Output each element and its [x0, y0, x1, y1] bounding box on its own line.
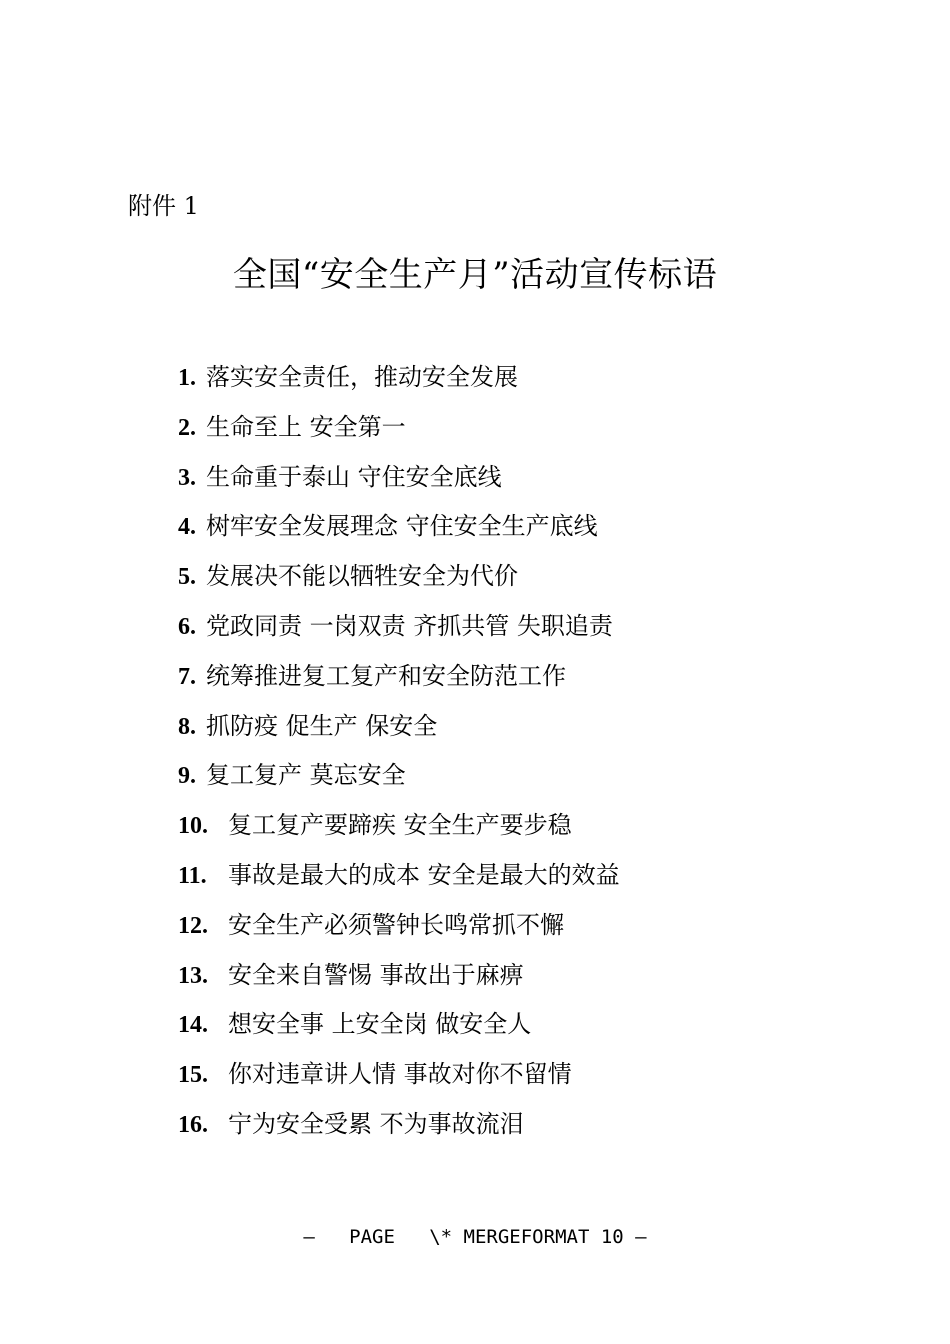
slogan-number: 7.: [178, 663, 196, 690]
slogan-item: [178, 756, 620, 806]
slogan-item: [178, 607, 620, 657]
slogan-number: 5.: [178, 564, 196, 591]
slogan-text: 想安全事 上安全岗 做安全人: [228, 1010, 532, 1039]
slogan-number: 13.: [178, 962, 208, 989]
slogan-text: 发展决不能以牺牲安全为代价: [206, 562, 518, 591]
slogan-item: [178, 1005, 620, 1055]
slogan-text: 落实安全责任，推动安全发展: [206, 363, 518, 391]
slogan-number: 4.: [178, 514, 196, 541]
slogan-item: [178, 408, 620, 458]
slogan-text: 抓防疫 促生产 保安全: [206, 711, 438, 740]
slogan-item: [178, 358, 620, 408]
slogan-text: 你对违章讲人情 事故对你不留情: [228, 1060, 572, 1089]
slogan-text: 党政同责 一岗双责 齐抓共管 失职追责: [206, 611, 613, 640]
slogan-number: 3.: [178, 464, 196, 491]
slogan-number: 2.: [178, 414, 196, 441]
slogan-text: 树牢安全发展理念 守住安全生产底线: [206, 512, 598, 541]
slogan-text: 宁为安全受累 不为事故流泪: [228, 1109, 524, 1138]
slogan-number: 6.: [178, 613, 196, 640]
slogan-item: [178, 806, 620, 856]
slogan-item: [178, 956, 620, 1006]
slogan-text: 统筹推进复工复产和安全防范工作: [206, 661, 566, 690]
attachment-label: 附件 1: [128, 192, 199, 220]
slogan-number: 9.: [178, 763, 196, 790]
slogan-text: 安全生产必须警钟长鸣常抓不懈: [228, 910, 564, 939]
page-footer: — PAGE \* MERGEFORMAT 10 —: [303, 1226, 647, 1248]
slogan-number: 16.: [178, 1111, 208, 1138]
slogan-number: 11.: [178, 862, 207, 889]
slogan-text: 复工复产要蹄疾 安全生产要步稳: [228, 811, 572, 840]
slogan-item: [178, 657, 620, 707]
slogan-text: 生命重于泰山 守住安全底线: [206, 462, 502, 491]
slogan-item: [178, 557, 620, 607]
slogan-number: 12.: [178, 912, 208, 939]
slogan-number: 14.: [178, 1012, 208, 1039]
slogan-item: [178, 906, 620, 956]
slogan-text: 复工复产 莫忘安全: [206, 761, 406, 790]
slogan-list: [178, 358, 620, 1155]
page-title: 全国“安全生产月”活动宣传标语: [232, 255, 718, 295]
slogan-item: [178, 1055, 620, 1105]
slogan-item: [178, 1105, 620, 1155]
slogan-number: 1.: [178, 365, 196, 391]
slogan-item: [178, 707, 620, 757]
slogan-number: 10.: [178, 813, 208, 840]
slogan-item: [178, 856, 620, 906]
slogan-item: [178, 507, 620, 557]
slogan-number: 15.: [178, 1062, 208, 1089]
slogan-text: 生命至上 安全第一: [206, 412, 406, 441]
slogan-text: 事故是最大的成本 安全是最大的效益: [228, 860, 620, 889]
slogan-item: [178, 458, 620, 508]
slogan-number: 8.: [178, 713, 196, 740]
slogan-text: 安全来自警惕 事故出于麻痹: [228, 960, 524, 989]
